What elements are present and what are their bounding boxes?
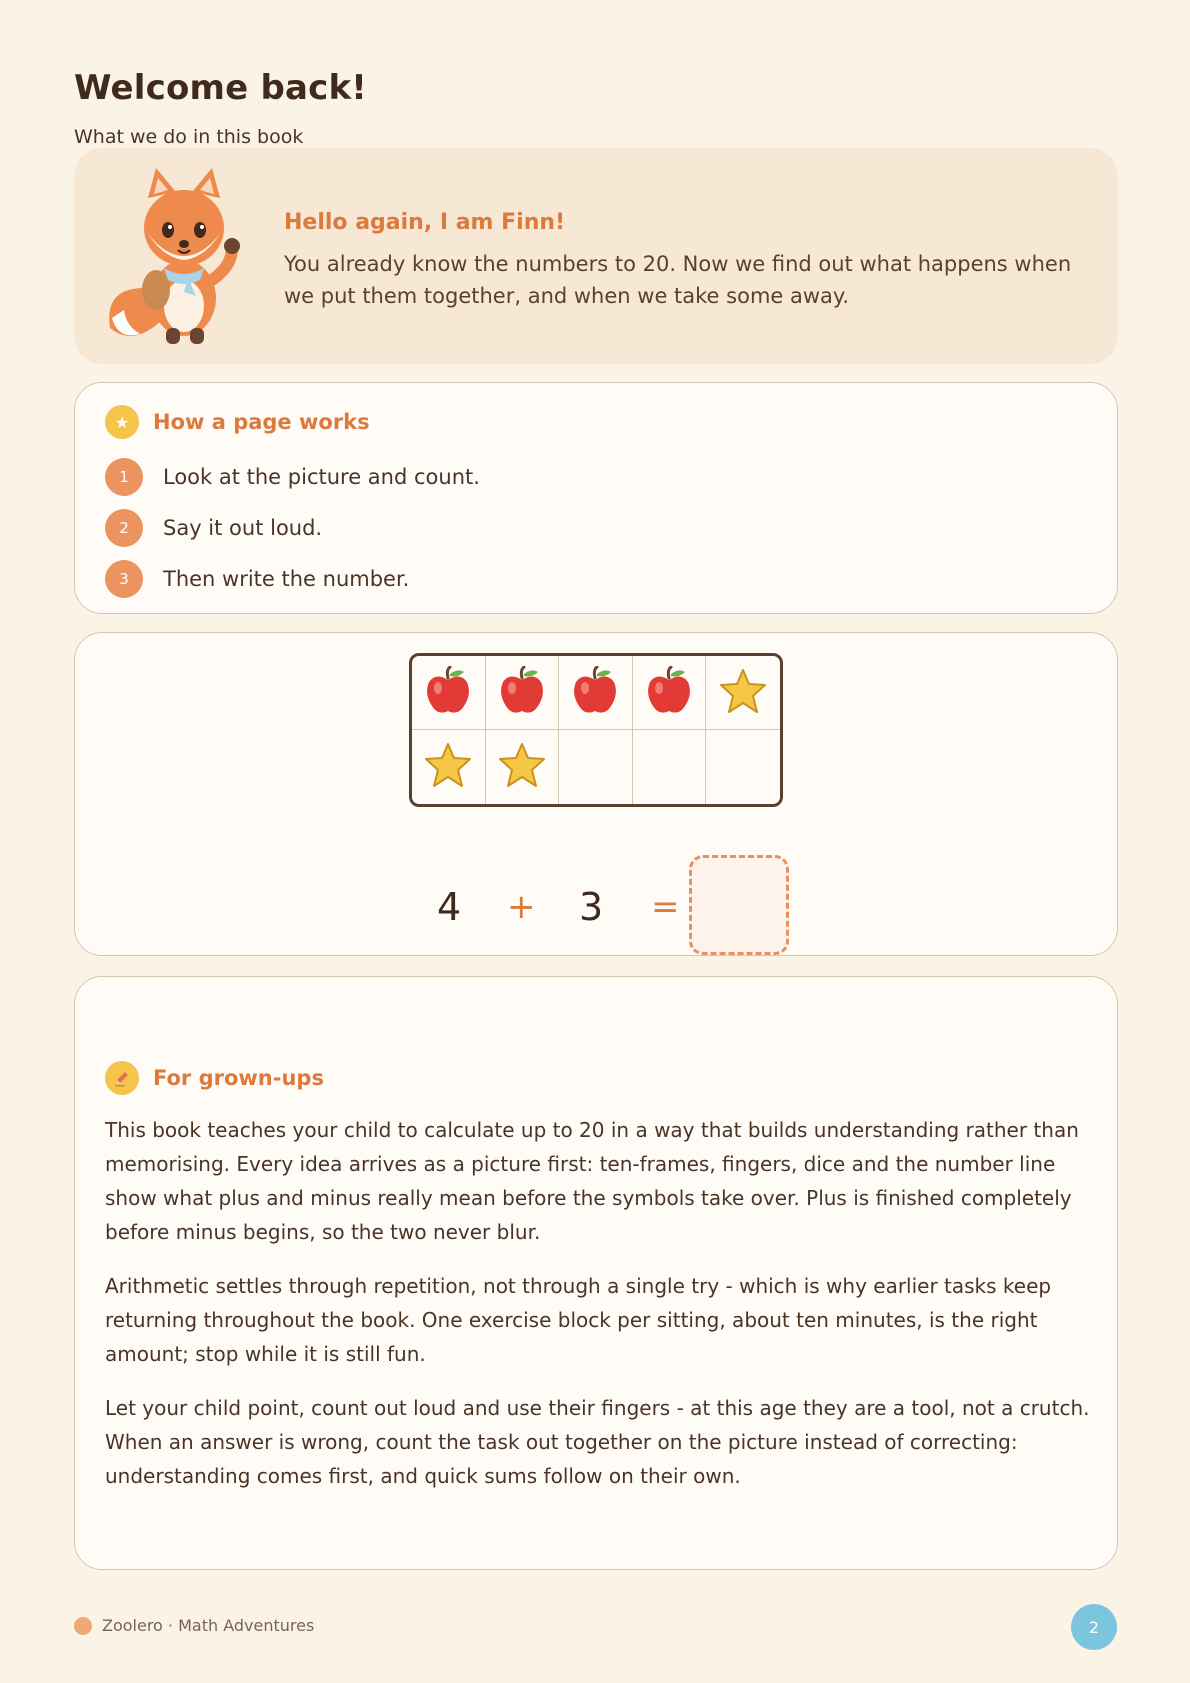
apple-icon xyxy=(498,666,546,720)
ten-frame-cell xyxy=(412,656,486,730)
equation xyxy=(75,855,1117,959)
footer-brand-text: Zoolero · Math Adventures xyxy=(102,1616,315,1635)
intro-text: You already know the numbers to 20. Now we find out what happens when we put them together, and when we take some away. xyxy=(284,252,1072,308)
ten-frame-cell xyxy=(706,730,780,804)
equation-first-number: 4 xyxy=(437,885,462,929)
how-a-page-works-heading: How a page works xyxy=(153,410,370,434)
how-a-page-works-card xyxy=(74,382,1118,614)
ten-frame xyxy=(409,653,783,807)
ten-frame-cell xyxy=(486,656,560,730)
grown-ups-paragraph: Let your child point, count out loud and use their fingers - at this age they are a tool, not a crutch. When an answer is wrong, count the task out together on the picture instead of correcting: understanding comes first, and quick sums follow on their own. xyxy=(105,1396,1090,1488)
equals-sign: = xyxy=(651,887,680,927)
apple-icon xyxy=(424,666,472,720)
star-icon xyxy=(497,741,547,793)
fox-mascot-icon xyxy=(104,168,264,348)
intro-heading: Hello again, I am Finn! xyxy=(284,210,566,235)
ten-frame-cell xyxy=(559,656,633,730)
step-text: Say it out loud. xyxy=(163,515,323,540)
equation-second-number: 3 xyxy=(579,885,604,929)
star-icon xyxy=(718,667,768,719)
ten-frame-cell xyxy=(706,656,780,730)
step-text: Look at the picture and count. xyxy=(163,464,480,489)
footer-brand xyxy=(74,1616,314,1635)
apple-icon xyxy=(571,666,619,720)
answer-box[interactable] xyxy=(689,855,789,955)
ten-frame-cell xyxy=(559,730,633,804)
intro-card xyxy=(74,148,1118,364)
ten-frame-cell xyxy=(486,730,560,804)
ten-frame-cell xyxy=(412,730,486,804)
plus-sign: + xyxy=(507,887,536,927)
grown-ups-paragraph: This book teaches your child to calculate up to 20 in a way that builds understanding rather than memorising. Every idea arrives as a picture first: ten-frames, fingers, dice and the number line show what plus and minus really mean before the symbols take over. Plus is finished completely before minus begins, so the two never blur. xyxy=(105,1118,1079,1244)
step-item xyxy=(105,502,480,553)
exercise-card xyxy=(74,632,1118,956)
how-a-page-works-header xyxy=(105,405,370,439)
ten-frame-cell xyxy=(633,656,707,730)
brand-dot-icon xyxy=(74,1617,92,1635)
step-number-badge: 2 xyxy=(105,509,143,547)
for-grown-ups-card xyxy=(74,976,1118,1570)
apple-icon xyxy=(645,666,693,720)
step-item xyxy=(105,553,480,604)
star-icon xyxy=(423,741,473,793)
step-item xyxy=(105,451,480,502)
steps-list xyxy=(105,451,480,604)
page-title: Welcome back! xyxy=(74,68,367,108)
step-text: Then write the number. xyxy=(163,566,410,591)
page-subtitle: What we do in this book xyxy=(74,126,304,148)
ten-frame-cell xyxy=(633,730,707,804)
star-icon: ★ xyxy=(105,405,139,439)
for-grown-ups-heading: For grown-ups xyxy=(153,1066,324,1090)
for-grown-ups-header xyxy=(105,1061,324,1095)
step-number-badge: 3 xyxy=(105,560,143,598)
grown-ups-text xyxy=(105,1113,1095,1513)
grown-ups-paragraph: Arithmetic settles through repetition, not through a single try - which is why earlier tasks keep returning throughout the book. One exercise block per sitting, about ten minutes, is the right amount; stop while it is still fun. xyxy=(105,1274,1052,1366)
page-number-badge: 2 xyxy=(1071,1604,1117,1650)
pencil-icon xyxy=(105,1061,139,1095)
step-number-badge: 1 xyxy=(105,458,143,496)
